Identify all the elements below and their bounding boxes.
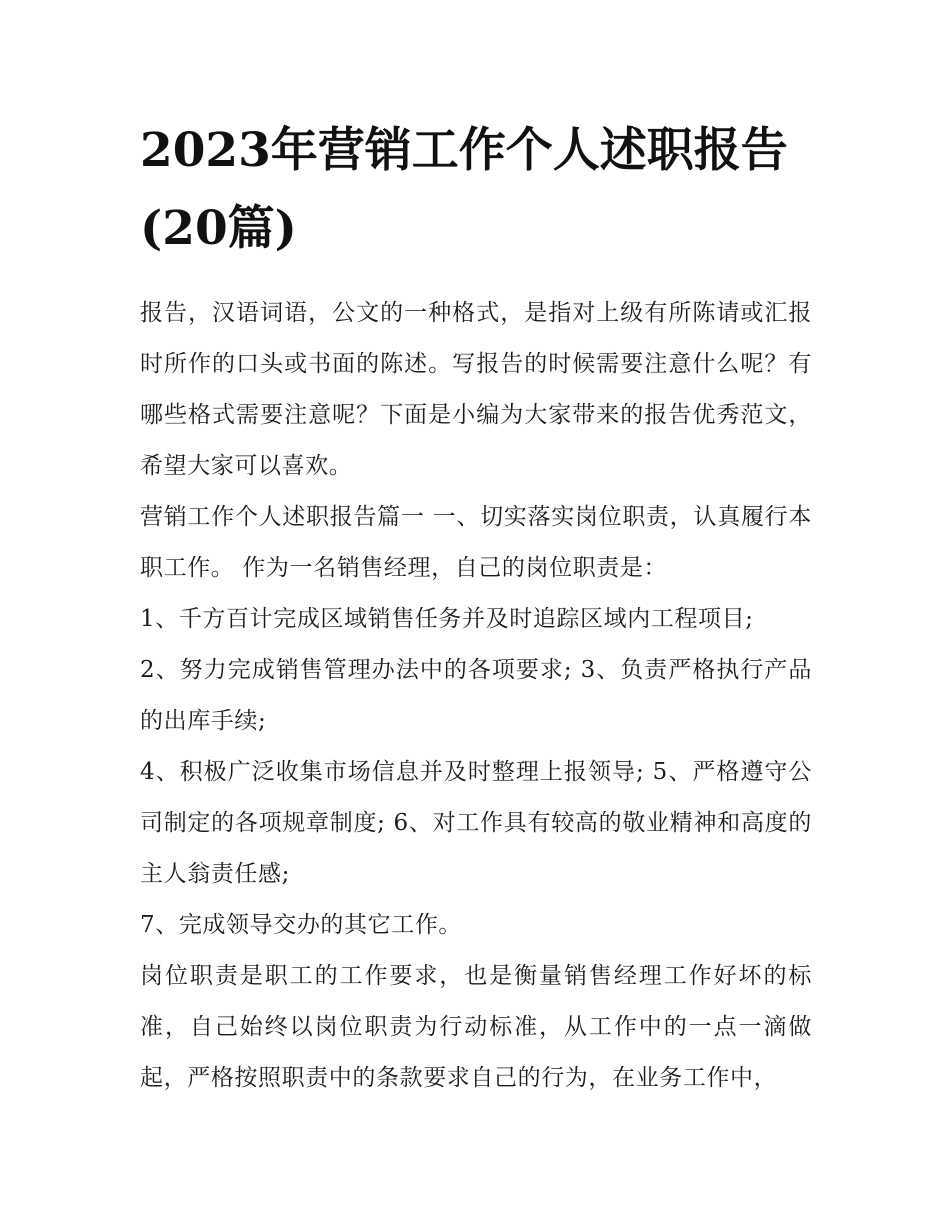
document-body — [140, 288, 812, 1104]
duty-items-4-6: 4、积极广泛收集市场信息并及时整理上报领导; 5、严格遵守公司制定的各项规章制度; 6、对工作具有较高的敬业精神和高度的主人翁责任感; — [140, 759, 812, 887]
document-title: 2023年营销工作个人述职报告(20篇) — [140, 123, 788, 256]
duty-item-1: 1、千方百计完成区域销售任务并及时追踪区域内工程项目; — [140, 606, 754, 632]
duty-items-2-3: 2、努力完成销售管理办法中的各项要求; 3、负责严格执行产品的出库手续; — [140, 657, 812, 734]
intro-paragraph: 报告，汉语词语，公文的一种格式，是指对上级有所陈请或汇报时所作的口头或书面的陈述。写报告的时候需要注意什么呢？有哪些格式需要注意呢？下面是小编为大家带来的报告优秀范文，希望大家可以喜欢。 — [140, 300, 812, 479]
document-page — [140, 112, 812, 1104]
responsibility-paragraph: 岗位职责是职工的工作要求，也是衡量销售经理工作好坏的标准，自己始终以岗位职责为行动标准，从工作中的一点一滴做起，严格按照职责中的条款要求自己的行为，在业务工作中， — [140, 963, 812, 1091]
section-one-paragraph: 营销工作个人述职报告篇一 一、切实落实岗位职责，认真履行本职工作。 作为一名销售经理，自己的岗位职责是： — [140, 504, 812, 581]
duty-item-7: 7、完成领导交办的其它工作。 — [140, 912, 463, 938]
